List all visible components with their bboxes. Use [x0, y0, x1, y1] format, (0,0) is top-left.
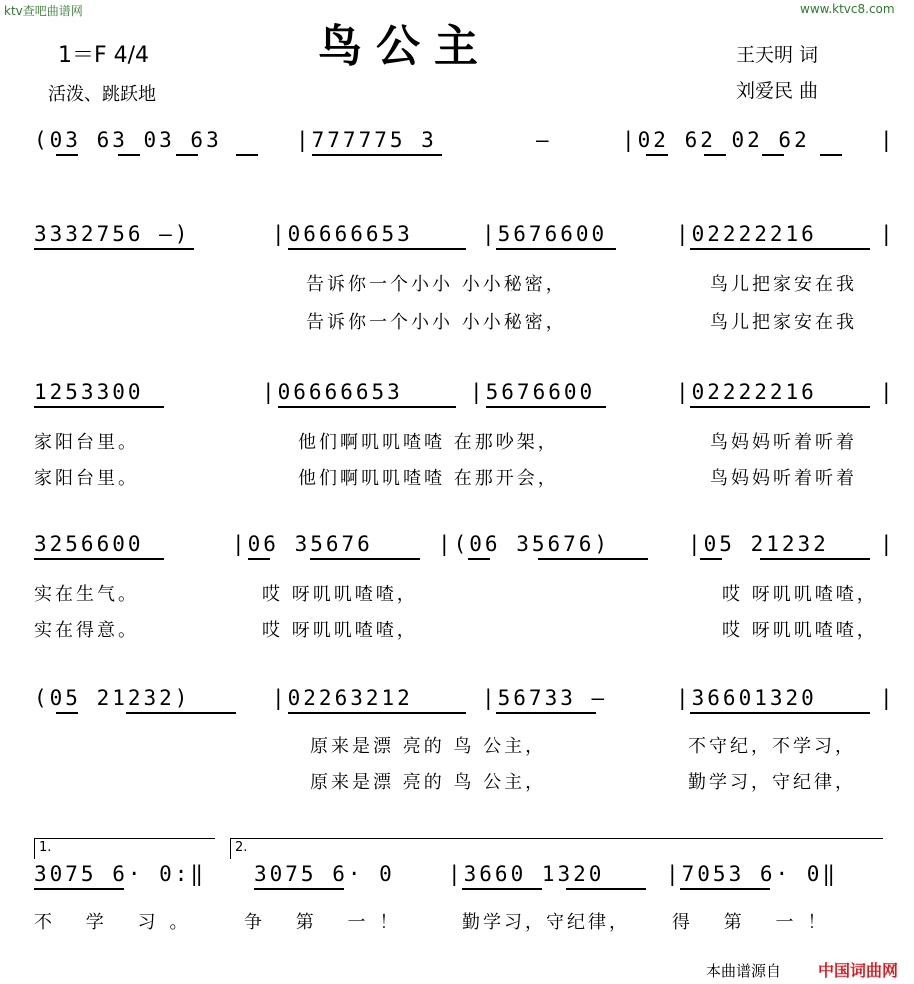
lyric-ending1: 不 学 习。 — [34, 912, 202, 933]
lyric-ending2: 争 第 一！ — [244, 912, 412, 933]
key-signature: 1＝F 4/4 — [58, 43, 150, 68]
lyric-verse1: 哎 呀叽叽喳喳， — [722, 584, 878, 605]
barline: | — [880, 686, 896, 710]
song-title: 鸟公主 — [318, 21, 492, 72]
measure: |06666653 — [262, 380, 403, 404]
lyric-verse2: 勤学习，守纪律， — [688, 772, 856, 793]
watermark-right: www.ktvc8.com — [800, 2, 895, 16]
lyric-ending2: 勤学习，守纪律， — [462, 912, 630, 933]
volta-2: 2. — [230, 838, 883, 859]
measure: |7053 6· 0‖ — [666, 862, 839, 886]
lyric-verse1: 鸟儿把家安在我 — [710, 274, 857, 295]
lyric-verse2: 原来是漂 亮的 鸟 公主， — [310, 772, 547, 793]
measure: 3075 6· 0 — [254, 862, 395, 886]
measure: |36601320 — [676, 686, 817, 710]
measure: 3075 6· 0:‖ — [34, 862, 207, 886]
lyric-verse1: 不守纪，不学习， — [688, 736, 856, 757]
lyric-verse1: 他们啊叽叽喳喳 在那吵架， — [298, 432, 559, 453]
lyric-ending2: 得 第 一！ — [672, 912, 840, 933]
lyric-verse2: 家阳台里。 — [34, 468, 139, 489]
measure: 3332756 –) — [34, 222, 191, 246]
lyric-verse1: 鸟妈妈听着听着 — [710, 432, 857, 453]
barline: | — [880, 380, 896, 404]
measure: |02222216 — [676, 222, 817, 246]
measure: 3256600 — [34, 532, 144, 556]
volta-1: 1. — [34, 838, 215, 859]
measure: 1253300 — [34, 380, 144, 404]
measure: |06 35676 — [232, 532, 373, 556]
measure: |3660 1320 — [448, 862, 605, 886]
lyric-verse2: 告诉你一个小小 小小秘密， — [306, 312, 567, 333]
lyric-verse1: 告诉你一个小小 小小秘密， — [306, 274, 567, 295]
measure: |5676600 — [470, 380, 596, 404]
measure: |06666653 — [272, 222, 413, 246]
measure: |02 62 02 62 — [622, 128, 810, 152]
lyric-verse1: 哎 呀叽叽喳喳， — [262, 584, 418, 605]
measure: (03 63 03 63 — [34, 128, 222, 152]
barline: | — [880, 222, 896, 246]
measure: |(06 35676) — [438, 532, 611, 556]
lyric-verse1: 原来是漂 亮的 鸟 公主， — [310, 736, 547, 757]
barline: | — [880, 128, 896, 152]
measure: |56733 – — [482, 686, 608, 710]
lyric-verse2: 鸟妈妈听着听着 — [710, 468, 857, 489]
footer-source: 本曲谱源自 — [706, 962, 782, 980]
lyric-verse2: 他们啊叽叽喳喳 在那开会， — [298, 468, 559, 489]
lyric-verse2: 哎 呀叽叽喳喳， — [722, 620, 878, 641]
composer-credit: 刘爱民 曲 — [736, 80, 819, 102]
measure: (05 21232) — [34, 686, 191, 710]
lyric-verse2: 实在得意。 — [34, 620, 139, 641]
lyric-verse1: 实在生气。 — [34, 584, 139, 605]
watermark-left: ktv查吧曲谱网 — [4, 4, 83, 18]
measure: |777775 3 — [296, 128, 437, 152]
lyricist-credit: 王天明 词 — [736, 44, 819, 66]
barline: | — [880, 532, 896, 556]
measure: |02263212 — [272, 686, 413, 710]
measure: |5676600 — [482, 222, 608, 246]
lyric-verse2: 鸟儿把家安在我 — [710, 312, 857, 333]
tempo-marking: 活泼、跳跃地 — [48, 84, 156, 105]
measure: |02222216 — [676, 380, 817, 404]
measure: – — [536, 128, 552, 152]
measure: |05 21232 — [688, 532, 829, 556]
footer-site-link[interactable]: 中国词曲网 — [818, 961, 899, 980]
lyric-verse1: 家阳台里。 — [34, 432, 139, 453]
lyric-verse2: 哎 呀叽叽喳喳， — [262, 620, 418, 641]
